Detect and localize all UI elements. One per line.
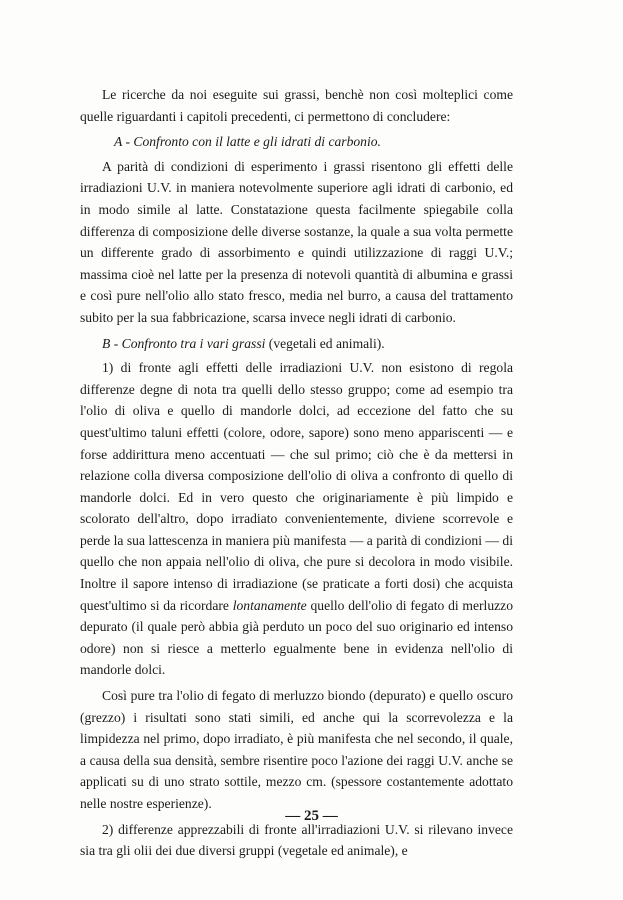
item-1-text-after: quello dell'olio di fegato di merluzzo depurato (il quale però abbia già perduto un poco del suo originario ed intenso odore) non si riesce a metterlo egualmente bene in evidenza nell'olio di mandorle dolci. (80, 597, 513, 678)
body-text (80, 84, 513, 862)
item-1-paragraph (80, 357, 513, 681)
item-1-continuation: Così pure tra l'olio di fegato di merluzzo biondo (depurato) e quello oscuro (grezzo) i risultati sono stati simili, ed anche qui la scorrevolezza e la limpidezza nel primo, dopo irradiato, è più manifesta che nel secondo, il quale, a causa della sua densità, sembre risentire poco l'azione dei raggi U.V. anche se applicati su di uno strato sottile, mezzo cm. (spessore costantemente adottato nelle nostre esperienze). (80, 688, 513, 811)
section-a-paragraph: A parità di condizioni di esperimento i grassi risentono gli effetti delle irradiazioni U.V. in maniera notevolmente superiore agli idrati di carbonio, ed in modo simile al latte. Constatazione questa facilmente spiegabile colla differenza di composizione delle diverse sostanze, la quale a sua volta permette un differente grado di assorbimento e quindi utilizzazione di raggi U.V.; massima cioè nel latte per la presenza di notevoli quantità di albumina e grassi e così pure nell'olio allo stato fresco, media nel burro, a causa del trattamento subito per la sua fabbricazione, scarsa invece negli idrati di carbonio. (80, 158, 513, 325)
item-2-paragraph: 2) differenze apprezzabili di fronte all'irradiazioni U.V. si rilevano invece sia tra gli olii dei due diversi gruppi (vegetale ed animale), e (80, 821, 513, 859)
section-b-heading (80, 333, 513, 355)
section-b-heading-rest: (vegetali ed animali). (265, 335, 385, 351)
item-1-italic-word: lontanamente (232, 597, 307, 613)
section-b-heading-italic: B - Confronto tra i vari grassi (102, 335, 266, 351)
item-1-text-before: 1) di fronte agli effetti delle irradiazioni U.V. non esistono di regola differenze degne di nota tra quelli dello stesso gruppo; come ad esempio tra l'olio di oliva e quello di mandorle dolci, ad eccezione del fatto che su quest'ultimo taluni effetti (colore, odore, sapore) sono meno appariscenti — e forse addirittura meno accentuati — che sul primo; ciò che è da mettersi in relazione colla diversa composizione dell'olio di oliva a confronto di quello di mandorle dolci. Ed in vero questo che originariamente è più limpido e scolorato dell'altro, dopo irradiato convenientemente, diviene scorrevole e perde la sua lattescenza in maniera più manifesta — a parità di condizioni — di quello che non appaia nell'olio di oliva, che pure si decolora in modo visibile. Inoltre il sapore intenso di irradiazione (se praticate a forti dosi) che acquista quest'ultimo si da ricordare (80, 360, 513, 613)
intro-paragraph: Le ricerche da noi eseguite sui grassi, benchè non così molteplici come quelle riguardanti i capitoli precedenti, ci permettono di concludere: (80, 87, 513, 124)
page-number: — 25 — (285, 808, 338, 824)
section-a-heading: A - Confronto con il latte e gli idrati di carbonio. (114, 134, 381, 150)
